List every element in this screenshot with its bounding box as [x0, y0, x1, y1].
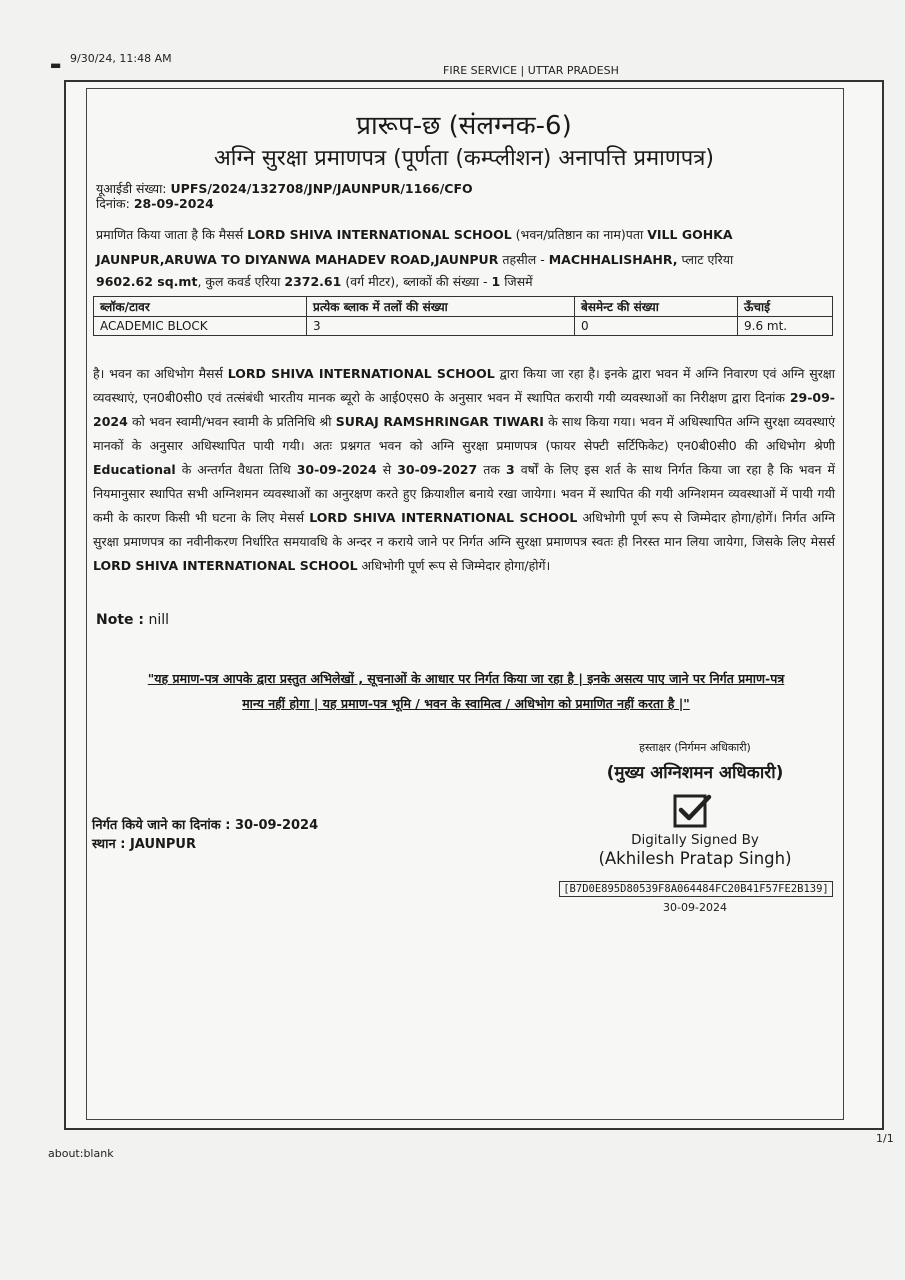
- block-count-suffix: जिसमें: [504, 274, 533, 289]
- date-line: [96, 195, 214, 212]
- issue-place-line: [92, 834, 196, 852]
- table-cell: 0: [575, 317, 738, 336]
- note-label: Note :: [96, 612, 144, 628]
- verified-check-icon: [672, 793, 712, 829]
- body-text: वर्षों के लिए इस शर्त के साथ निर्गत किया जा रहा है कि भवन में नियमानुसार स्थापित सभी अग्निशमन व्यवस्थाओं का अनुरक्षण करते हुए क्रियाशील बनाये रखा जायेगा। भवन में स्थापित की गयी अग्निशमन व्यवस्थाओं में पायी गयी कमी के कारण किसी भी घटना के लिए मेसर्स: [93, 462, 835, 525]
- table-cell: 9.6 mt.: [738, 317, 833, 336]
- occupant-name: LORD SHIVA INTERNATIONAL SCHOOL: [93, 558, 358, 573]
- table-header-row: [94, 297, 833, 317]
- intro-text-2: (भवन/प्रतिष्ठान का नाम)पता: [515, 227, 644, 242]
- block-count: 1: [491, 274, 501, 289]
- table-cell: ACADEMIC BLOCK: [94, 317, 307, 336]
- issue-place-value: JAUNPUR: [129, 837, 196, 852]
- covered-area: 2372.61: [284, 274, 342, 289]
- address-part-2: JAUNPUR,ARUWA TO DIYANWA MAHADEV ROAD,JAUNPUR: [96, 252, 499, 267]
- issue-date-line: [92, 815, 318, 833]
- body-text: तक: [483, 462, 500, 477]
- intro-line-3: [96, 273, 533, 290]
- body-text: द्वारा किया जा रहा है। इनके द्वारा भवन में अग्नि निवारण एवं अग्नि सुरक्षा व्यवस्थाएं, एन0बी0सी0 एवं तत्संबंधी भारतीय मानक ब्यूरो के आई0एस0 के अनुसार भवन में स्थापित करायी गयी व्यवस्थाओं का निरीक्षण द्वारा दिनांक: [93, 366, 836, 405]
- body-text: अधिभोगी पूर्ण रूप से जिम्मेदार होगा/होगें। निर्गत अग्नि सुरक्षा प्रमाणपत्र का नवीनीकरण निर्धारित समयावधि के अन्दर न कराये जाने पर निर्गत अग्नि सुरक्षा प्रमाणपत्र स्वतः ही निरस्त मान लिया जायेगा, जिसके लिए मेसर्स: [93, 510, 836, 549]
- body-text: अधिभोगी पूर्ण रूप से जिम्मेदार होगा/होगें।: [361, 558, 551, 573]
- table-row: [94, 317, 833, 336]
- body-text: से: [382, 462, 392, 477]
- school-name: LORD SHIVA INTERNATIONAL SCHOOL: [247, 227, 512, 242]
- block-table: [93, 296, 833, 336]
- form-title: प्रारूप-छ (संलग्नक-6): [356, 111, 572, 141]
- inspection-date: 29-09-2024: [93, 390, 835, 429]
- table-header: प्रत्येक ब्लाक में तलों की संख्या: [307, 297, 575, 317]
- table-cell: 3: [307, 317, 575, 336]
- body-text: के अन्तर्गत वैधता तिथि: [181, 462, 291, 477]
- plot-label: प्लाट एरिया: [681, 252, 734, 267]
- note-line: [96, 612, 169, 628]
- validity-years: 3: [505, 462, 515, 477]
- plot-area: 9602.62 sq.mt: [96, 274, 198, 289]
- note-value: nill: [148, 612, 169, 628]
- table-header: ब्लॉक/टावर: [94, 297, 307, 317]
- tehsil-value: MACHHALISHAHR,: [548, 252, 678, 267]
- signature-hash-wrap: [548, 877, 844, 896]
- table-header: बेसमेन्ट की संख्या: [575, 297, 738, 317]
- print-url: about:blank: [48, 1147, 114, 1160]
- page-title: FIRE SERVICE | UTTAR PRADESH: [443, 64, 619, 77]
- representative-name: SURAJ RAMSHRINGAR TIWARI: [335, 414, 544, 429]
- signature-date: 30-09-2024: [663, 901, 727, 914]
- print-marker-icon: ▬: [50, 58, 62, 72]
- body-text: को भवन स्वामी/भवन स्वामी के प्रतिनिधि श्री: [132, 414, 332, 429]
- uid-value: UPFS/2024/132708/JNP/JAUNPUR/1166/CFO: [170, 181, 473, 196]
- intro-line-2: [96, 251, 733, 268]
- occupant-name: LORD SHIVA INTERNATIONAL SCHOOL: [309, 510, 578, 525]
- valid-from: 30-09-2024: [296, 462, 377, 477]
- uid-label: यूआईडी संख्या:: [96, 181, 167, 196]
- tehsil-label: तहसील -: [502, 252, 545, 267]
- print-timestamp: 9/30/24, 11:48 AM: [70, 52, 172, 65]
- signature-label: हस्ताक्षर (निर्गमन अधिकारी): [639, 741, 751, 754]
- body-text: है। भवन का अधिभोग मैसर्स: [93, 366, 223, 381]
- covered-label: , कुल कवर्ड एरिया: [197, 274, 281, 289]
- date-value: 28-09-2024: [133, 196, 214, 211]
- certificate-title: अग्नि सुरक्षा प्रमाणपत्र (पूर्णता (कम्प्लीशन) अनापत्ति प्रमाणपत्र): [214, 146, 714, 171]
- body-text: के साथ किया गया। भवन में अधिस्थापित अग्नि सुरक्षा व्यवस्थाएं मानकों के अनुसार अधिस्थापित पायी गयी। अतः प्रश्नगत भवन को अग्नि सुरक्षा प्रमाणपत्र (फायर सेफ्टी सर्टिफिकेट) एन0बी0सी0 की अधिभोग श्रेणी: [93, 414, 835, 453]
- issue-date-label: निर्गत किये जाने का दिनांक :: [92, 818, 231, 833]
- certificate-body: [93, 362, 835, 578]
- signature-hash: [B7D0E895D80539F8A064484FC20B41F57FE2B139]: [559, 881, 833, 897]
- occupancy-category: Educational: [93, 462, 176, 477]
- issue-place-label: स्थान :: [92, 837, 126, 852]
- intro-text: प्रमाणित किया जाता है कि मैसर्स: [96, 227, 244, 242]
- issue-date-value: 30-09-2024: [234, 818, 319, 833]
- valid-to: 30-09-2027: [397, 462, 478, 477]
- occupant-name: LORD SHIVA INTERNATIONAL SCHOOL: [227, 366, 495, 381]
- disclaimer-line-2: मान्य नहीं होगा | यह प्रमाण-पत्र भूमि / भवन के स्वामित्व / अधिभोग को प्रमाणित नहीं करता है |": [242, 696, 690, 711]
- page-count: 1/1: [876, 1132, 894, 1145]
- digitally-signed-label: Digitally Signed By: [631, 832, 759, 848]
- address-part-1: VILL GOHKA: [647, 227, 733, 242]
- signer-name: (Akhilesh Pratap Singh): [598, 849, 792, 868]
- date-label: दिनांक:: [96, 196, 130, 211]
- table-header: ऊँचाई: [738, 297, 833, 317]
- intro-line-1: [96, 226, 733, 243]
- covered-unit: (वर्ग मीटर), ब्लाकों की संख्या -: [345, 274, 488, 289]
- officer-designation: (मुख्य अग्निशमन अधिकारी): [606, 763, 784, 783]
- disclaimer-line-1: "यह प्रमाण-पत्र आपके द्वारा प्रस्तुत अभिलेखों , सूचनाओं के आधार पर निर्गत किया जा रहा है | इनके असत्य पाए जाने पर निर्गत प्रमाण-पत्र: [147, 671, 785, 686]
